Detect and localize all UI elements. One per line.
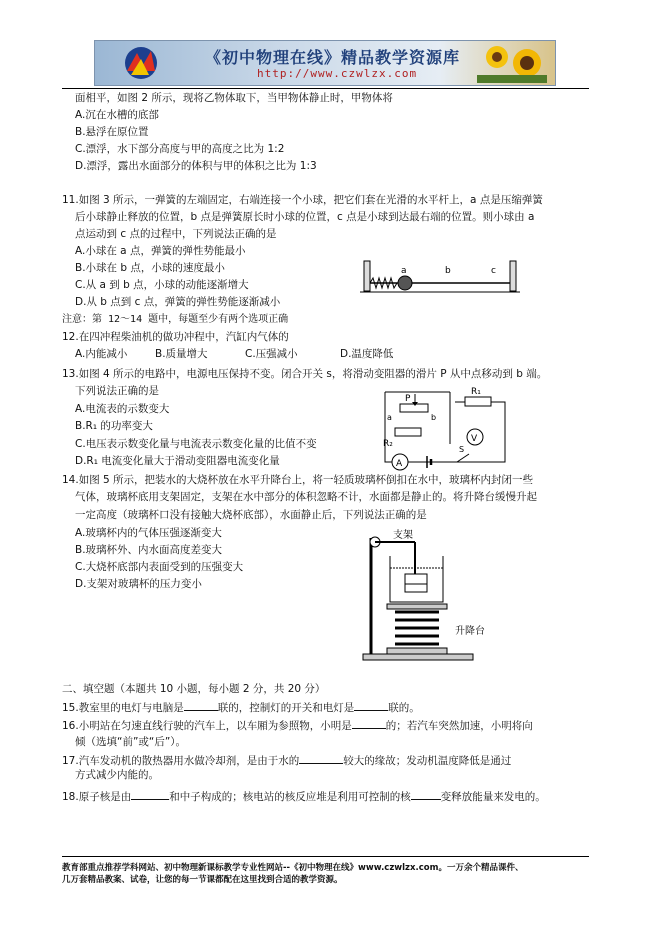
q12-option-d: D.温度降低 [340, 348, 394, 360]
q13-option-c: C.电压表示数变化量与电流表示数变化量的比值不变 [75, 438, 317, 450]
q18-blank-2[interactable] [411, 789, 441, 800]
q14-stem-2: 气体，玻璃杯底用支架固定，支架在水中部分的体积忽略不计，水面都是静止的。将升降台缓慢升起 [75, 491, 537, 503]
header-rule [62, 88, 589, 89]
q17-text-b: 较大的缘故；发动机温度降低是通过 [343, 755, 512, 767]
figure-5-apparatus [355, 528, 515, 664]
q14-option-b: B.玻璃杯外、内水面高度差变大 [75, 544, 223, 556]
figure-4-label-r1: R₁ [471, 387, 481, 397]
q11-option-c: C.从 a 到 b 点，小球的动能逐渐增大 [75, 279, 249, 291]
figure-5-label-platform: 升降台 [455, 626, 485, 637]
q11-stem-1: 11.如图 3 所示，一弹簧的左端固定，右端连接一个小球，把它们套在光滑的水平杆上，a 点是压缩弹簧 [62, 194, 543, 206]
figure-4-label-a-meter: A [396, 459, 403, 469]
q15-blank-2[interactable] [354, 700, 388, 711]
figure-3-label-b: b [445, 266, 451, 276]
header-banner [94, 40, 556, 86]
q17-text-a: 17.汽车发动机的散热器用水做冷却剂，是由于水的 [62, 755, 300, 767]
q14-option-c: C.大烧杯底部内表面受到的压强变大 [75, 561, 244, 573]
q15-line [62, 700, 420, 715]
q16-text-a: 16.小明站在匀速直线行驶的汽车上，以车厢为参照物，小明是 [62, 720, 352, 732]
figure-4-label-r2: R₂ [383, 439, 393, 449]
figure-4-label-s: S [459, 445, 465, 454]
q14-stem-3: 一定高度（玻璃杯口没有接触大烧杯底部），水面静止后，下列说法正确的是 [75, 509, 427, 521]
q18-blank-1[interactable] [131, 789, 169, 800]
q14-option-a: A.玻璃杯内的气体压强逐渐变大 [75, 527, 222, 539]
q14-stem-1: 14.如图 5 所示，把装水的大烧杯放在水平升降台上，将一轻质玻璃杯倒扣在水中，玻璃杯内封闭一些 [62, 474, 534, 486]
q10-option-a: A.沉在水槽的底部 [75, 109, 159, 121]
header-url[interactable]: http://www.czwlzx.com [257, 67, 418, 80]
section-2-heading: 二、填空题（本题共 10 小题，每小题 2 分，共 20 分） [62, 683, 326, 695]
q10-option-c: C.漂浮，水下部分高度与甲的高度之比为 1:2 [75, 143, 285, 155]
figure-4-label-v: V [471, 434, 478, 444]
q11-stem-2: 后小球静止释放的位置，b 点是弹簧原长时小球的位置，c 点是小球到达最右端的位置。则小球由 a [75, 211, 535, 223]
q16-text-b: 的；若汽车突然加速，小明将向 [385, 720, 533, 732]
figure-3-spring [360, 255, 520, 299]
q15-text-b: 联的，控制灯的开关和电灯是 [217, 702, 355, 714]
q16-line-2 [75, 734, 186, 749]
footer-line-2: 几万套精品教案、试卷，让您的每一节课都配在这里找到合适的教学资源。 [62, 875, 343, 885]
footer-line-1: 教育部重点推荐学科网站、初中物理新课标教学专业性网站--《初中物理在线》www.czwlzx.com。一万余个精品课件、 [62, 863, 524, 873]
q18-line [62, 789, 546, 804]
figure-3-label-c: c [491, 266, 496, 276]
q13-option-d: D.R₁ 电流变化量大于滑动变阻器电流变化量 [75, 455, 280, 467]
q15-text-a: 15.教室里的电灯与电脑是 [62, 702, 184, 714]
q17-line-2 [75, 769, 159, 782]
q12-option-c: C.压强减小 [245, 348, 298, 360]
q11-option-d: D.从 b 点到 c 点，弹簧的弹性势能逐渐减小 [75, 296, 281, 308]
q13-option-b: B.R₁ 的功率变大 [75, 420, 153, 432]
figure-5-label-support: 支架 [393, 530, 413, 541]
q16-text-line2: 倾（选填“前”或“后”）。 [75, 736, 187, 748]
q11-option-a: A.小球在 a 点，弹簧的弹性势能最小 [75, 245, 246, 257]
q13-option-a: A.电流表的示数变大 [75, 403, 170, 415]
figure-4-label-a: a [387, 413, 392, 422]
q15-text-c: 联的。 [388, 702, 420, 714]
figure-4-circuit [365, 382, 520, 472]
figure-3-label-a: a [401, 266, 407, 276]
q16-line-1 [62, 718, 533, 733]
figure-4-label-p: P [405, 394, 411, 404]
q13-stem-1: 13.如图 4 所示的电路中，电源电压保持不变。闭合开关 s，将滑动变阻器的滑片 P 从中点移动到 b 端。 [62, 368, 548, 380]
site-logo-icon [117, 45, 165, 81]
q18-text-a: 18.原子核是由 [62, 791, 132, 803]
q16-blank-1[interactable] [352, 718, 386, 729]
footer [62, 862, 602, 886]
multi-answer-note: 注意：第 12～14 题中，每题至少有两个选项正确 [62, 314, 289, 325]
q10-option-b: B.悬浮在原位置 [75, 126, 149, 138]
q10-stem: 面相平，如图 2 所示，现将乙物体取下，当甲物体静止时，甲物体将 [75, 92, 393, 104]
q18-text-c: 变释放能量来发电的。 [440, 791, 546, 803]
figure-4-label-b: b [431, 413, 437, 422]
q14-option-d: D.支架对玻璃杯的压力变小 [75, 578, 202, 590]
q17-blank-1[interactable] [299, 753, 343, 764]
q12-option-a: A.内能减小 [75, 348, 128, 360]
q13-stem-2: 下列说法正确的是 [75, 385, 159, 397]
sunflower-icon [477, 43, 547, 83]
header-title: 《初中物理在线》精品教学资源库 [205, 48, 461, 67]
q11-option-b: B.小球在 b 点，小球的速度最小 [75, 262, 225, 274]
q12-stem: 12.在四冲程柴油机的做功冲程中，汽缸内气体的 [62, 331, 289, 343]
q15-blank-1[interactable] [184, 700, 218, 711]
q11-stem-3: 点运动到 c 点的过程中，下列说法正确的是 [75, 228, 277, 240]
q10-option-d: D.漂浮，露出水面部分的体积与甲的体积之比为 1:3 [75, 160, 317, 172]
footer-rule [62, 856, 589, 857]
q17-line-1 [62, 753, 511, 768]
q18-text-b: 和中子构成的；核电站的核反应堆是利用可控制的核 [169, 791, 411, 803]
q12-option-b: B.质量增大 [155, 348, 208, 360]
q17-text-line2: 方式减少内能的。 [75, 769, 159, 781]
